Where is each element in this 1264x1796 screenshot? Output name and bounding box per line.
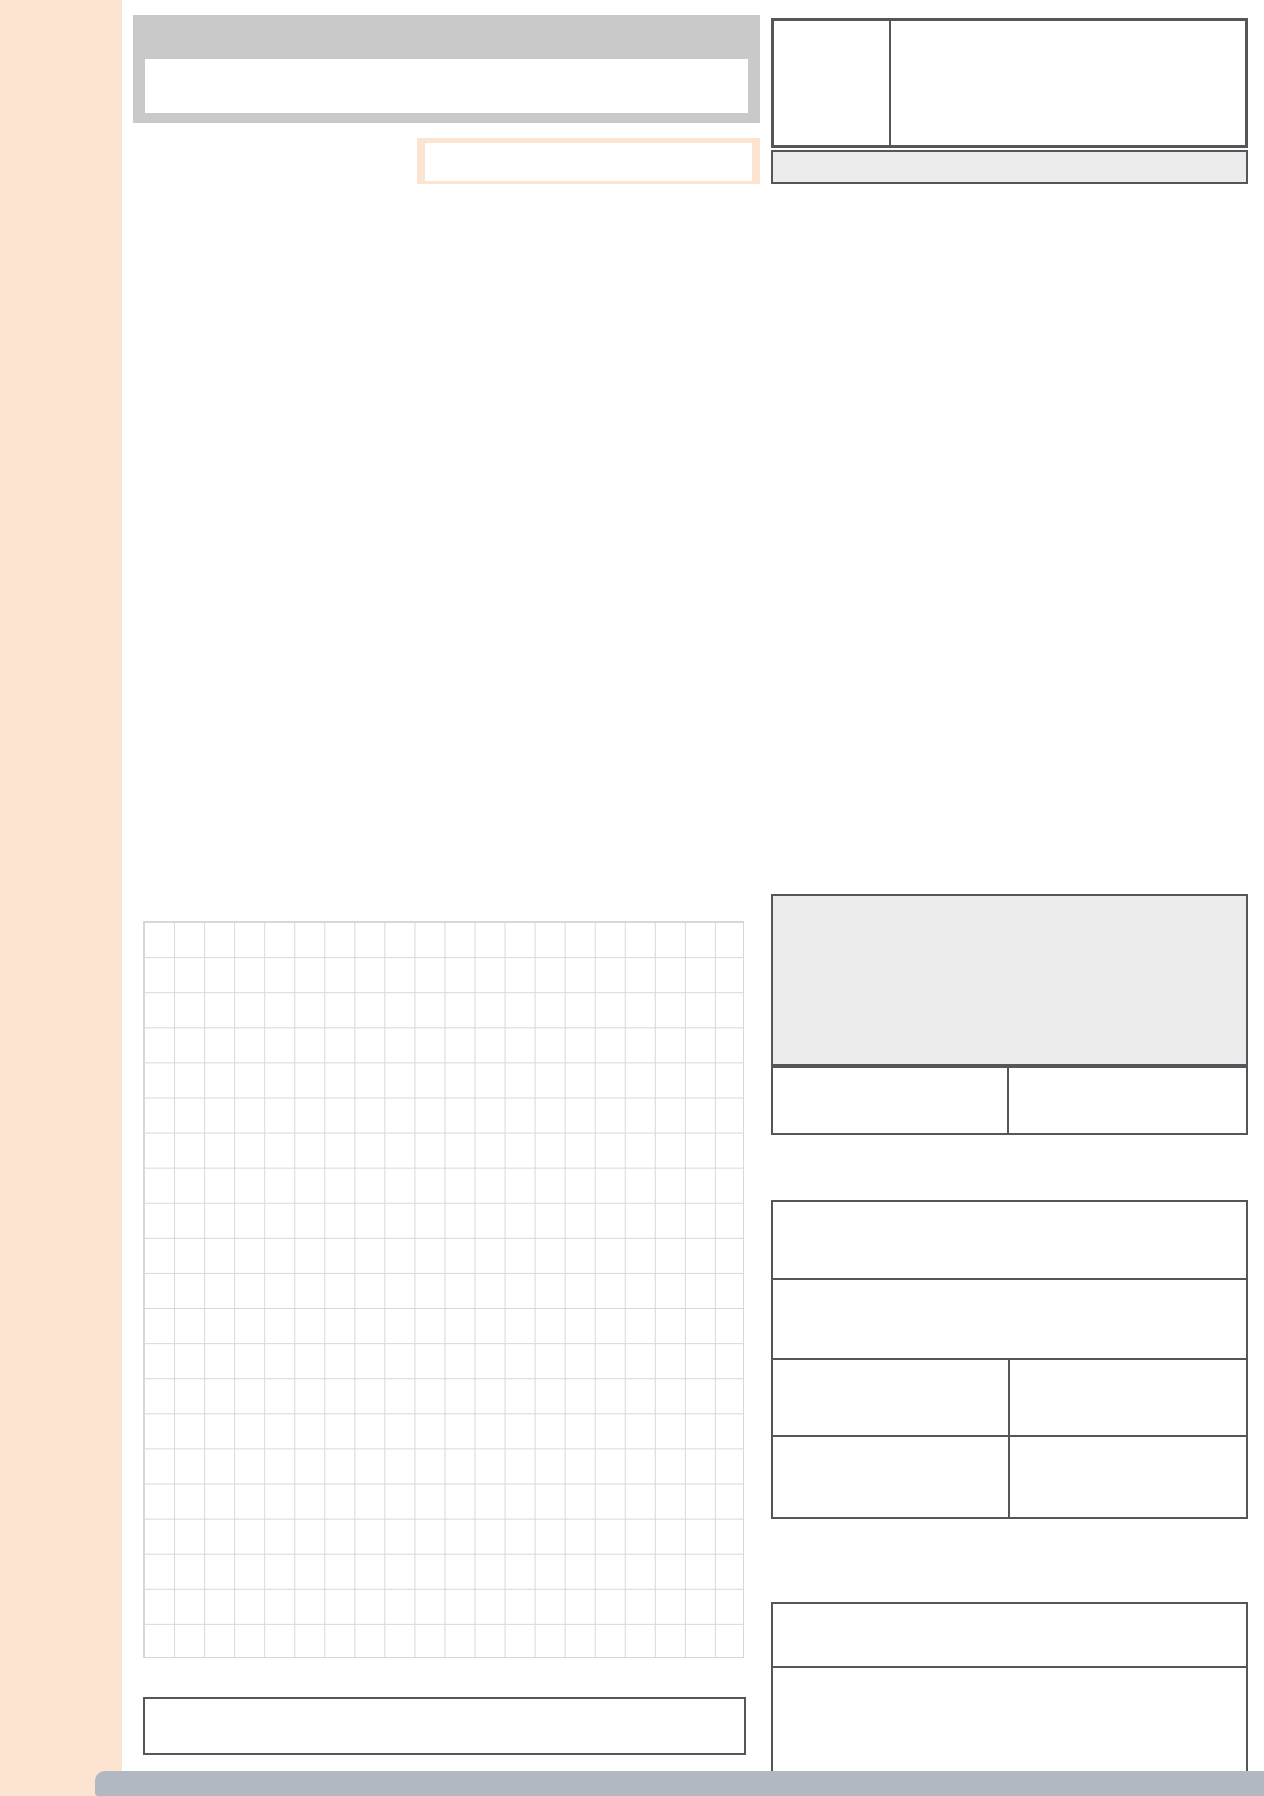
betrag-field[interactable]	[1011, 1068, 1246, 1133]
sachbearbeiter-row	[773, 1668, 1246, 1778]
warenbezeichnung-field[interactable]	[773, 1280, 1246, 1358]
abrechnung-header	[771, 150, 1248, 184]
ankunft-field[interactable]	[773, 1437, 1010, 1517]
abfertigungsdatum-row	[773, 1604, 1246, 1668]
lkw-row	[773, 1202, 1246, 1280]
abfertigungsart-field[interactable]	[145, 59, 748, 113]
filiale-field[interactable]	[774, 21, 891, 145]
sachbearbeiter-field[interactable]	[773, 1668, 1246, 1778]
gewicht-field[interactable]	[1010, 1360, 1246, 1435]
product-logo	[6, 40, 118, 510]
company-subtitle	[80, 1196, 110, 1441]
shipment-box	[771, 1200, 1248, 1519]
anmerkungen-grid[interactable]	[143, 921, 744, 1658]
processing-box	[771, 1602, 1248, 1780]
lkw-kennz-field[interactable]	[773, 1202, 1246, 1278]
waren-row	[773, 1280, 1246, 1360]
beleg-betrag-row	[771, 1066, 1248, 1135]
abfertigungsdatum-field[interactable]	[773, 1604, 1246, 1666]
ankunft-abfahrt-row	[773, 1437, 1246, 1517]
beleg-nr-field[interactable]	[773, 1068, 1009, 1133]
carbon-copy-edge	[95, 1771, 1264, 1796]
colli-field[interactable]	[773, 1360, 1010, 1435]
filiale-posnr-box	[771, 18, 1248, 148]
abrechnung-rotated-labels	[771, 894, 1248, 1066]
abfahrt-field[interactable]	[1010, 1437, 1246, 1517]
company-logo	[2, 1225, 88, 1570]
abfertigungsart-box	[133, 15, 760, 123]
posnr-field[interactable]	[893, 21, 1245, 145]
aviso-datum-field[interactable]	[425, 143, 752, 181]
bezugs-nr-field[interactable]	[143, 1697, 746, 1755]
aviso-datum-wrap	[417, 138, 760, 184]
colli-gewicht-row	[773, 1360, 1246, 1437]
